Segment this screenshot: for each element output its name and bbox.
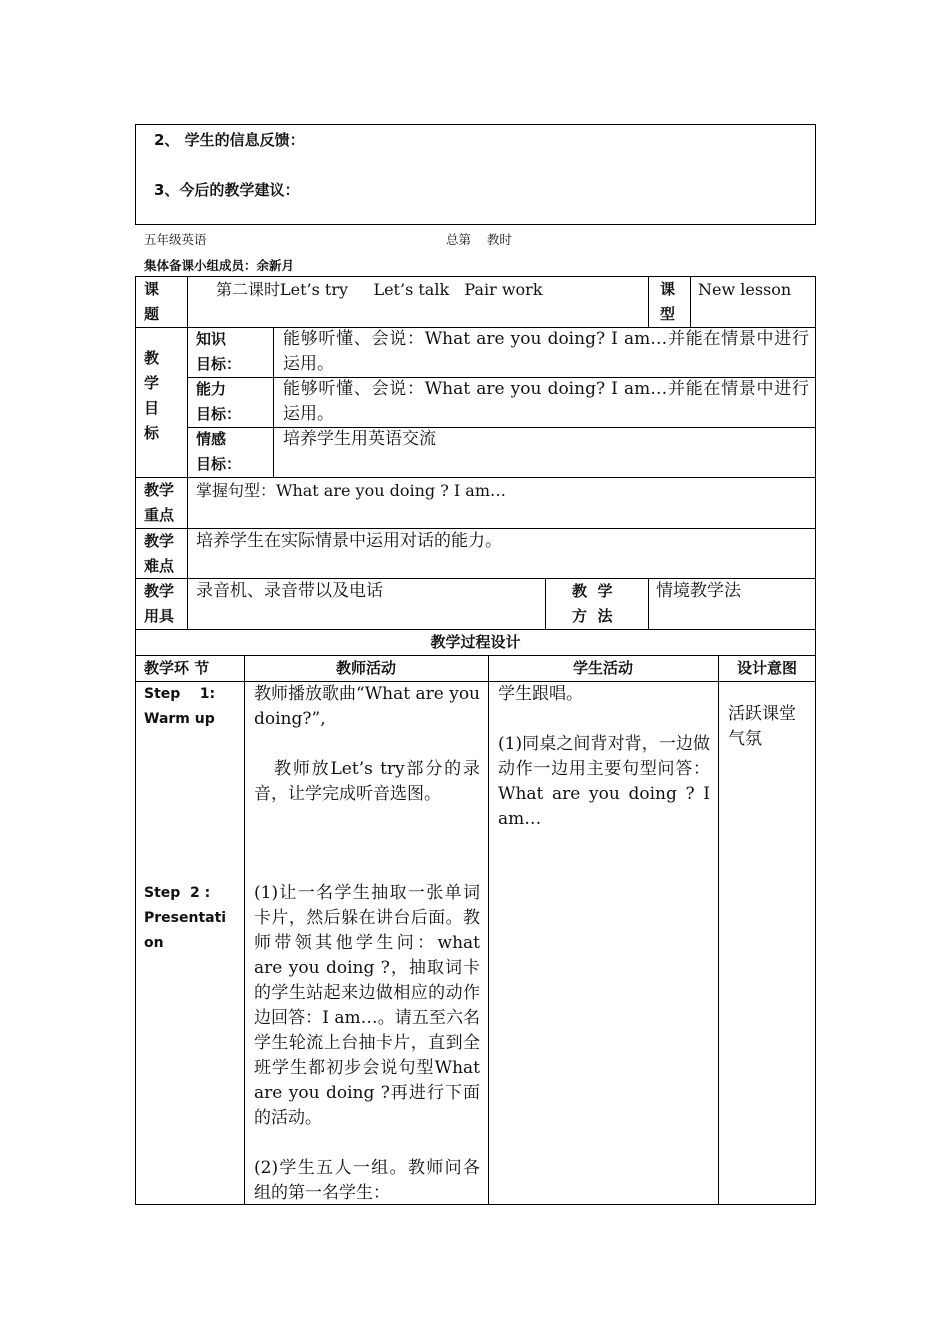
difficulty-label: 教学 难点 xyxy=(144,532,175,575)
col-divider xyxy=(690,276,691,327)
col-divider xyxy=(648,276,649,327)
step-1-label: Step 1: Warm up xyxy=(144,686,216,727)
lesson-topic: 第二课时Let’s try Let’s talk Pair work xyxy=(216,280,543,299)
col-divider xyxy=(187,276,188,629)
emotion-goal-label: 情感 目标： xyxy=(196,430,242,473)
lesson-type: New lesson xyxy=(698,280,792,299)
teacher-activity-1: 教师播放歌曲“What are you doing?”, xyxy=(254,684,480,729)
step-2-label: Step 2 : Presentati on xyxy=(144,885,227,951)
tools-text: 录音机、录音带以及电话 xyxy=(196,581,383,601)
col-divider xyxy=(488,655,489,1205)
knowledge-goal-text: 能够听懂、会说：What are you doing? I am…并能在情景中进行运用。 xyxy=(283,329,809,374)
teacher-activity-2: 教师放Let’s try部分的录音，让学完成听音选图。 xyxy=(254,759,480,804)
header-student: 学生活动 xyxy=(572,659,633,677)
type-label: 课 型 xyxy=(660,280,676,323)
col-divider xyxy=(648,578,649,629)
header-step: 教学环 节 xyxy=(144,659,210,677)
grade-label: 五年级英语 xyxy=(144,232,207,247)
method-text: 情境教学法 xyxy=(656,581,741,601)
design-intent-1: 活跃课堂气氛 xyxy=(728,704,796,749)
student-activity-2: (1)同桌之间背对背，一边做动作一边用主要句型问答：What are you doing ? I am… xyxy=(498,734,710,829)
method-label: 教 学 方 法 xyxy=(572,582,613,625)
teacher-activity-4: (2)学生五人一组。教师问各组的第一名学生： xyxy=(254,1158,480,1203)
col-divider xyxy=(244,655,245,1205)
focus-label: 教学 重点 xyxy=(144,481,175,524)
student-activity-1: 学生跟唱。 xyxy=(498,684,583,704)
topic-label: 课 题 xyxy=(144,280,160,323)
col-divider xyxy=(273,327,274,477)
focus-text: 掌握句型：What are you doing ? I am… xyxy=(196,481,507,500)
emotion-goal-text: 培养学生用英语交流 xyxy=(283,429,436,449)
col-divider xyxy=(545,578,546,629)
feedback-item-3: 3、今后的教学建议： xyxy=(154,181,300,199)
ability-goal-label: 能力 目标： xyxy=(196,380,242,423)
knowledge-goal-label: 知识 目标： xyxy=(196,330,242,373)
header-teacher: 教师活动 xyxy=(335,659,396,677)
tools-label: 教学 用具 xyxy=(144,582,175,625)
col-divider xyxy=(718,655,719,1205)
goals-label: 教 学 目 标 xyxy=(144,349,160,442)
difficulty-text: 培养学生在实际情景中运用对话的能力。 xyxy=(196,531,502,551)
group-members: 集体备课小组成员：余新月 xyxy=(144,258,295,273)
feedback-item-2: 2、 学生的信息反馈： xyxy=(154,131,305,149)
ability-goal-text: 能够听懂、会说：What are you doing? I am…并能在情景中进行运用。 xyxy=(283,379,809,424)
header-intent: 设计意图 xyxy=(736,659,797,677)
process-title: 教学过程设计 xyxy=(430,633,521,651)
total-periods: 总第 教时 xyxy=(446,232,512,247)
teacher-activity-3: (1)让一名学生抽取一张单词卡片，然后躲在讲台后面。教师带领其他学生问：what are you doing ?，抽取词卡的学生站起来边做相应的动作边回答：I am…。请五至六名学生轮流上台抽卡片，直到全班学生都初步会说句型What are you doing ?再进行下面的活动。 xyxy=(254,883,480,1128)
